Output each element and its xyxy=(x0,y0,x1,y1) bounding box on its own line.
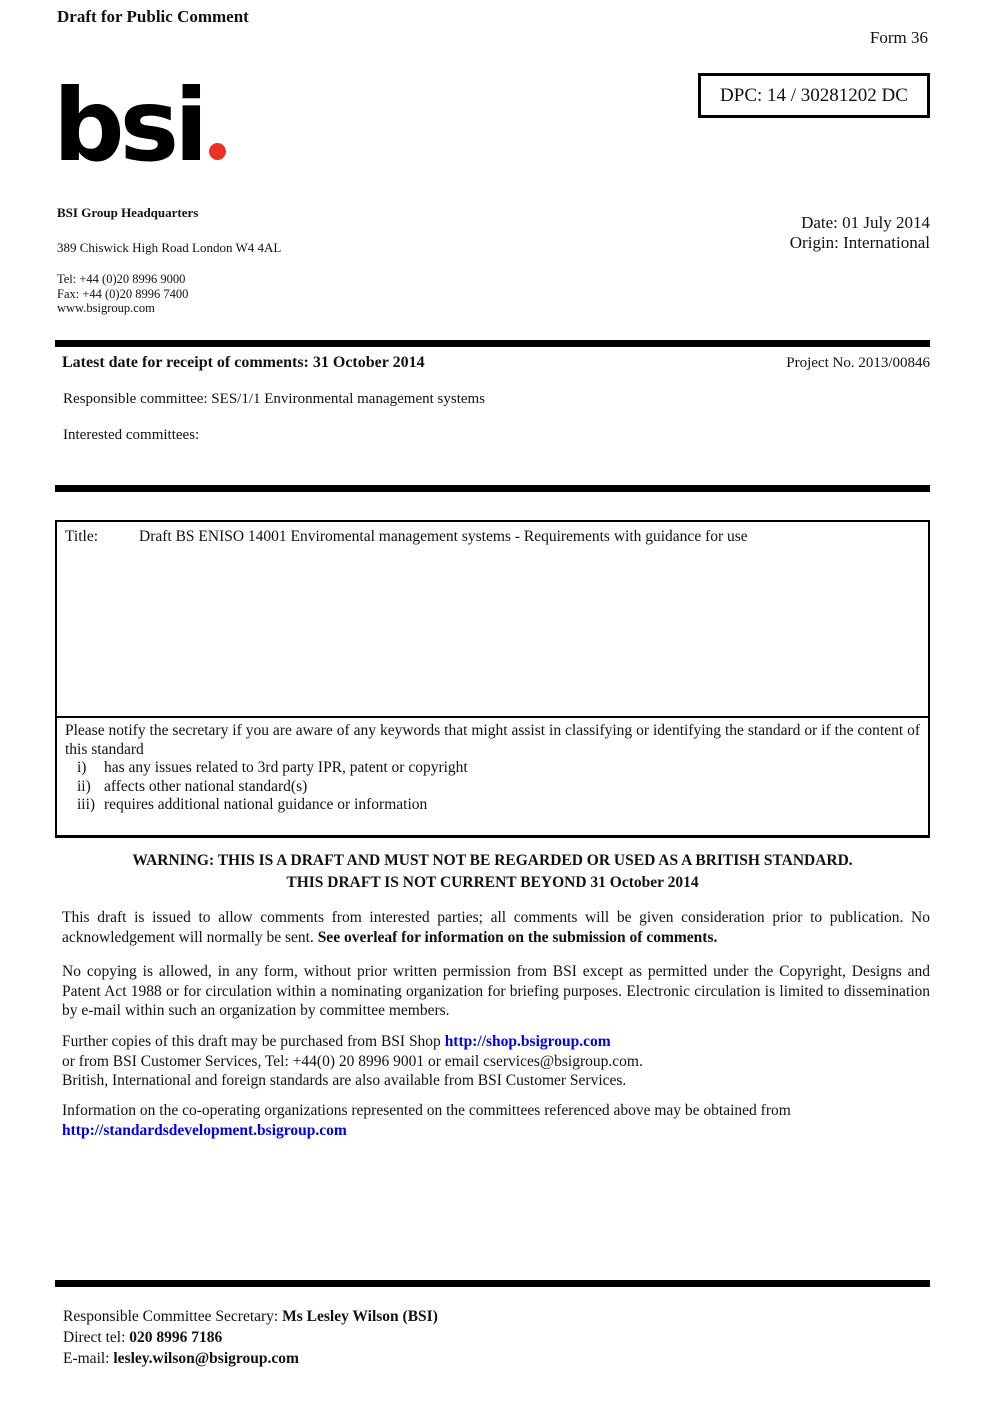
list-item-marker: ii) xyxy=(77,777,91,795)
project-number: Project No. 2013/00846 xyxy=(786,355,930,371)
no-copying-paragraph: No copying is allowed, in any form, without prior written permission from BSI except as permitted under the Copyright, Designs and Patent Act 1988 or for circulation within a nominating organization for briefing purposes. Electronic circulation is limited to dissemination by e-mail within such an organization by committee members. xyxy=(62,963,930,1019)
bsi-logo xyxy=(53,67,226,184)
keywords-notify-box xyxy=(55,716,930,838)
dpc-number: DPC: 14 / 30281202 DC xyxy=(720,84,908,106)
list-item-marker: iii) xyxy=(77,796,96,813)
secretary-contact-block xyxy=(63,1306,438,1369)
standards-development-link[interactable]: http://standardsdevelopment.bsigroup.com xyxy=(62,1121,347,1139)
further-copies-line xyxy=(62,1032,930,1052)
bsi-logo-text: bsi xyxy=(53,67,204,184)
hq-tel: Tel: +44 (0)20 8996 9000 xyxy=(57,272,186,286)
dpc-number-box xyxy=(698,73,930,118)
email-label: E-mail: xyxy=(63,1350,114,1367)
list-item-text: has any issues related to 3rd party IPR, patent or copyright xyxy=(104,759,468,776)
further-copies-paragraph xyxy=(62,1032,930,1091)
divider-bar-middle xyxy=(55,485,930,492)
comments-deadline-row xyxy=(62,354,930,372)
customer-services-line: or from BSI Customer Services, Tel: +44(0) 20 8996 9001 or email cservices@bsigroup.com. xyxy=(62,1052,643,1070)
hq-fax: Fax: +44 (0)20 8996 7400 xyxy=(57,286,189,301)
list-item xyxy=(65,778,920,797)
draft-issued-text: This draft is issued to allow comments from interested parties; all comments will be given consideration prior to publication. No acknowledgement will normally be sent. xyxy=(62,909,930,946)
divider-bar-bottom xyxy=(55,1280,930,1287)
hq-website: www.bsigroup.com xyxy=(57,301,155,315)
draft-issued-paragraph xyxy=(62,908,930,947)
direct-tel-label: Direct tel: xyxy=(63,1329,130,1346)
draft-for-public-comment-label: Draft for Public Comment xyxy=(57,7,249,26)
headquarters-block xyxy=(57,205,281,316)
standard-title: Draft BS ENISO 14001 Enviromental management systems - Requirements with guidance for use xyxy=(139,528,748,545)
see-overleaf-note: See overleaf for information on the submission of comments. xyxy=(317,928,718,946)
notify-intro: Please notify the secretary if you are aware of any keywords that might assist in classifying or identifying the standard or if the content of this standard xyxy=(65,722,920,758)
direct-tel-line xyxy=(63,1327,438,1348)
warning-line-1: WARNING: THIS IS A DRAFT AND MUST NOT BE REGARDED OR USED AS A BRITISH STANDARD. xyxy=(132,852,853,869)
warning-notice xyxy=(55,850,930,894)
list-item-text: requires additional national guidance or information xyxy=(104,796,428,813)
title-label: Title: xyxy=(65,528,99,545)
list-item xyxy=(65,796,920,815)
secretary-line xyxy=(63,1306,438,1327)
list-item-text: affects other national standard(s) xyxy=(104,777,308,795)
secretary-label: Responsible Committee Secretary: xyxy=(63,1308,283,1325)
responsible-committee: Responsible committee: SES/1/1 Environmental management systems xyxy=(63,391,486,407)
divider-bar-top xyxy=(55,340,930,347)
secretary-name: Ms Lesley Wilson (BSI) xyxy=(282,1308,438,1325)
hq-contact xyxy=(57,272,281,316)
document-origin: Origin: International xyxy=(789,233,930,252)
date-origin-block xyxy=(790,213,930,253)
list-item xyxy=(65,759,920,778)
form-number: Form 36 xyxy=(869,28,928,47)
hq-address: 389 Chiswick High Road London W4 4AL xyxy=(57,240,282,255)
latest-date-for-comments: Latest date for receipt of comments: 31 October 2014 xyxy=(62,354,425,371)
cooperating-orgs-paragraph xyxy=(62,1101,930,1140)
email-address: lesley.wilson@bsigroup.com xyxy=(113,1350,299,1367)
cooperating-orgs-text: Information on the co-operating organizations represented on the committees referenced above may be obtained from xyxy=(62,1102,791,1119)
list-item-marker: i) xyxy=(77,759,87,776)
bsi-shop-link[interactable]: http://shop.bsigroup.com xyxy=(444,1033,611,1050)
interested-committees: Interested committees: xyxy=(63,427,200,443)
british-international-line: British, International and foreign standards are also available from BSI Customer Services. xyxy=(62,1072,627,1089)
bsi-logo-red-dot-icon xyxy=(209,143,226,160)
hq-title: BSI Group Headquarters xyxy=(57,205,199,220)
direct-tel-number: 020 8996 7186 xyxy=(129,1329,223,1346)
title-box xyxy=(55,520,930,716)
document-date: Date: 01 July 2014 xyxy=(801,213,930,232)
warning-line-2: THIS DRAFT IS NOT CURRENT BEYOND 31 October 2014 xyxy=(286,874,699,891)
further-copies-text: Further copies of this draft may be purchased from BSI Shop xyxy=(62,1033,445,1050)
email-line xyxy=(63,1348,438,1369)
notify-list xyxy=(65,759,920,815)
